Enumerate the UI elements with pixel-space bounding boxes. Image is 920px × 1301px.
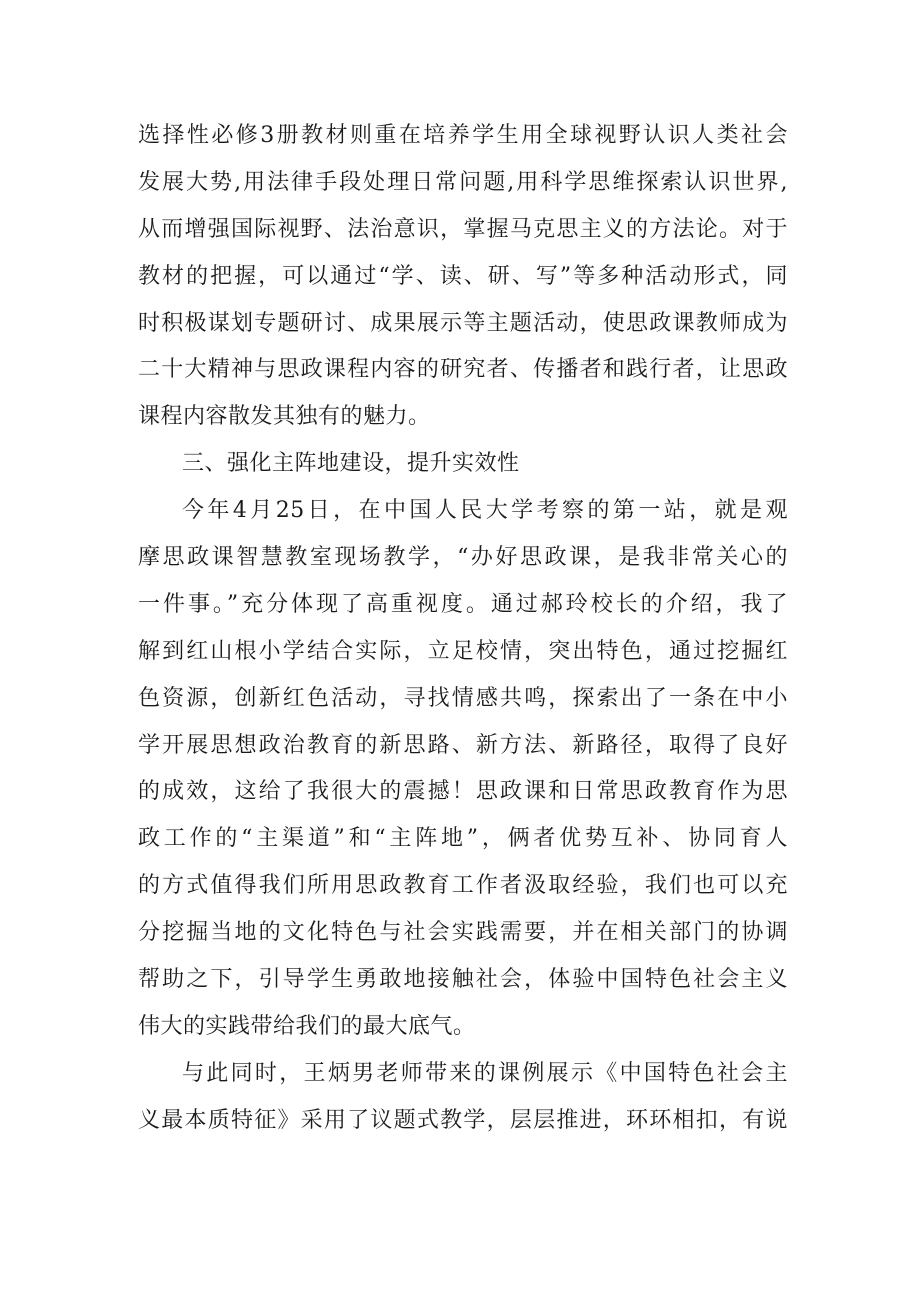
paragraph-2-line-2: 摩思政课智慧教室现场教学，“办好思政课，是我非常关心的 <box>138 545 788 571</box>
paragraph-1-line-3: 从而增强国际视野、法治意识，掌握马克思主义的方法论。对于 <box>138 216 788 242</box>
paragraph-2-line-12: 伟大的实践带给我们的最大底气。 <box>138 1013 476 1039</box>
paragraph-2-line-9: 的方式值得我们所用思政教育工作者汲取经验，我们也可以充 <box>138 873 788 899</box>
paragraph-2-line-5: 色资源，创新红色活动，寻找情感共鸣，探索出了一条在中小 <box>138 685 788 711</box>
paragraph-3-line-2: 义最本质特征》采用了议题式教学，层层推进，环环相扣，有说 <box>138 1107 788 1133</box>
paragraph-2-line-8: 政工作的“主渠道”和“主阵地”，俩者优势互补、协同育人 <box>138 826 788 852</box>
paragraph-1-line-5: 时积极谋划专题研讨、成果展示等主题活动，使思政课教师成为 <box>138 310 788 336</box>
section-heading: 三、强化主阵地建设，提升实效性 <box>182 451 520 477</box>
paragraph-1-line-1: 选择性必修3册教材则重在培养学生用全球视野认识人类社会 <box>138 123 788 148</box>
paragraph-1-line-4: 教材的把握，可以通过“学、读、研、写”等多种活动形式，同 <box>138 263 788 289</box>
paragraph-2-line-7: 的成效，这给了我很大的震撼！思政课和日常思政教育作为思 <box>138 779 788 805</box>
paragraph-2-line-3: 一件事。”充分体现了高重视度。通过郝玲校长的介绍，我了 <box>138 591 788 617</box>
paragraph-2-line-11: 帮助之下，引导学生勇敢地接触社会，体验中国特色社会主义 <box>138 967 788 993</box>
paragraph-2-line-1: 今年4月25日，在中国人民大学考察的第一站，就是观 <box>182 498 788 524</box>
paragraph-2-line-6: 学开展思想政治教育的新思路、新方法、新路径，取得了良好 <box>138 732 788 758</box>
paragraph-2-line-10: 分挖掘当地的文化特色与社会实践需要，并在相关部门的协调 <box>138 920 788 946</box>
paragraph-1-line-7: 课程内容散发其独有的魅力。 <box>138 404 431 430</box>
paragraph-3-line-1: 与此同时，王炳男老师带来的课例展示《中国特色社会主 <box>182 1060 788 1086</box>
document-body <box>138 113 788 1145</box>
paragraph-1-line-2: 发展大势,用法律手段处理日常问题,用科学思维探索认识世界, <box>138 169 788 195</box>
paragraph-2-line-4: 解到红山根小学结合实际，立足校情，突出特色，通过挖掘红 <box>138 638 788 664</box>
paragraph-1-line-6: 二十大精神与思政课程内容的研究者、传播者和践行者，让思政 <box>138 357 788 383</box>
